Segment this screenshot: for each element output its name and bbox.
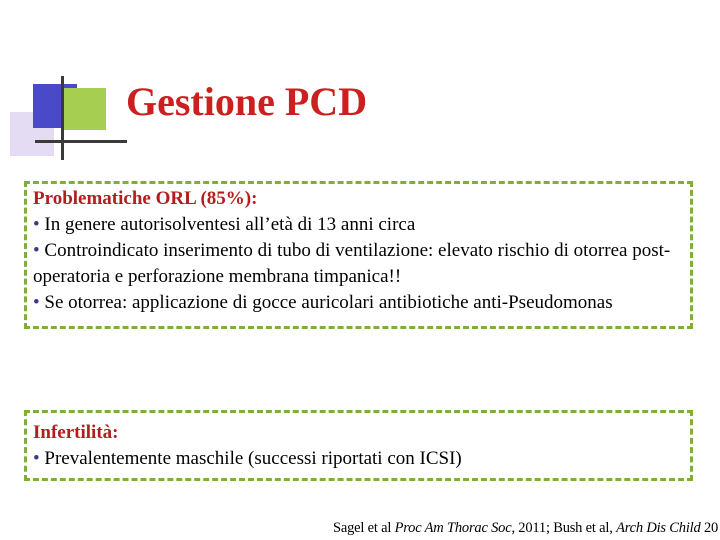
vertical-line-shape — [61, 76, 64, 160]
reference-citation — [333, 520, 718, 537]
bullet-icon: • — [33, 214, 40, 235]
reference-part-1: Sagel et al — [333, 520, 395, 536]
ent-problems-section — [33, 186, 688, 316]
slide-title: Gestione PCD — [126, 79, 368, 124]
ent-item-2: Controindicato inserimento di tubo di ventilazione: elevato rischio di otorrea post-operatoria e perforazione membrana timpanica!! — [33, 240, 671, 287]
ent-bullet-item — [33, 212, 688, 238]
ent-problems-heading: Problematiche ORL (85%): — [33, 188, 258, 209]
ent-item-3: Se otorrea: applicazione di gocce auricolari antibiotiche anti-Pseudomonas — [44, 292, 613, 313]
bullet-icon: • — [33, 292, 40, 313]
infertility-bullet-item — [33, 446, 688, 472]
reference-part-2: , 2011; Bush et al, — [511, 520, 617, 536]
slide-logo-decoration — [0, 0, 130, 170]
reference-journal-2: Arch Dis Child — [616, 520, 701, 536]
reference-journal-1: Proc Am Thorac Soc — [394, 520, 512, 536]
green-square-shape — [64, 88, 106, 130]
infertility-heading: Infertilità: — [33, 422, 119, 443]
infertility-section — [33, 420, 688, 472]
reference-part-3: 20 — [700, 520, 719, 536]
horizontal-line-shape — [35, 140, 127, 143]
bullet-icon: • — [33, 448, 40, 469]
ent-bullet-item — [33, 290, 613, 316]
ent-item-1: In genere autorisolventesi all’età di 13 anni circa — [44, 214, 416, 235]
infertility-item-1: Prevalentemente maschile (successi riportati con ICSI) — [44, 448, 462, 469]
bullet-icon: • — [33, 240, 40, 261]
ent-bullet-item — [33, 238, 688, 290]
